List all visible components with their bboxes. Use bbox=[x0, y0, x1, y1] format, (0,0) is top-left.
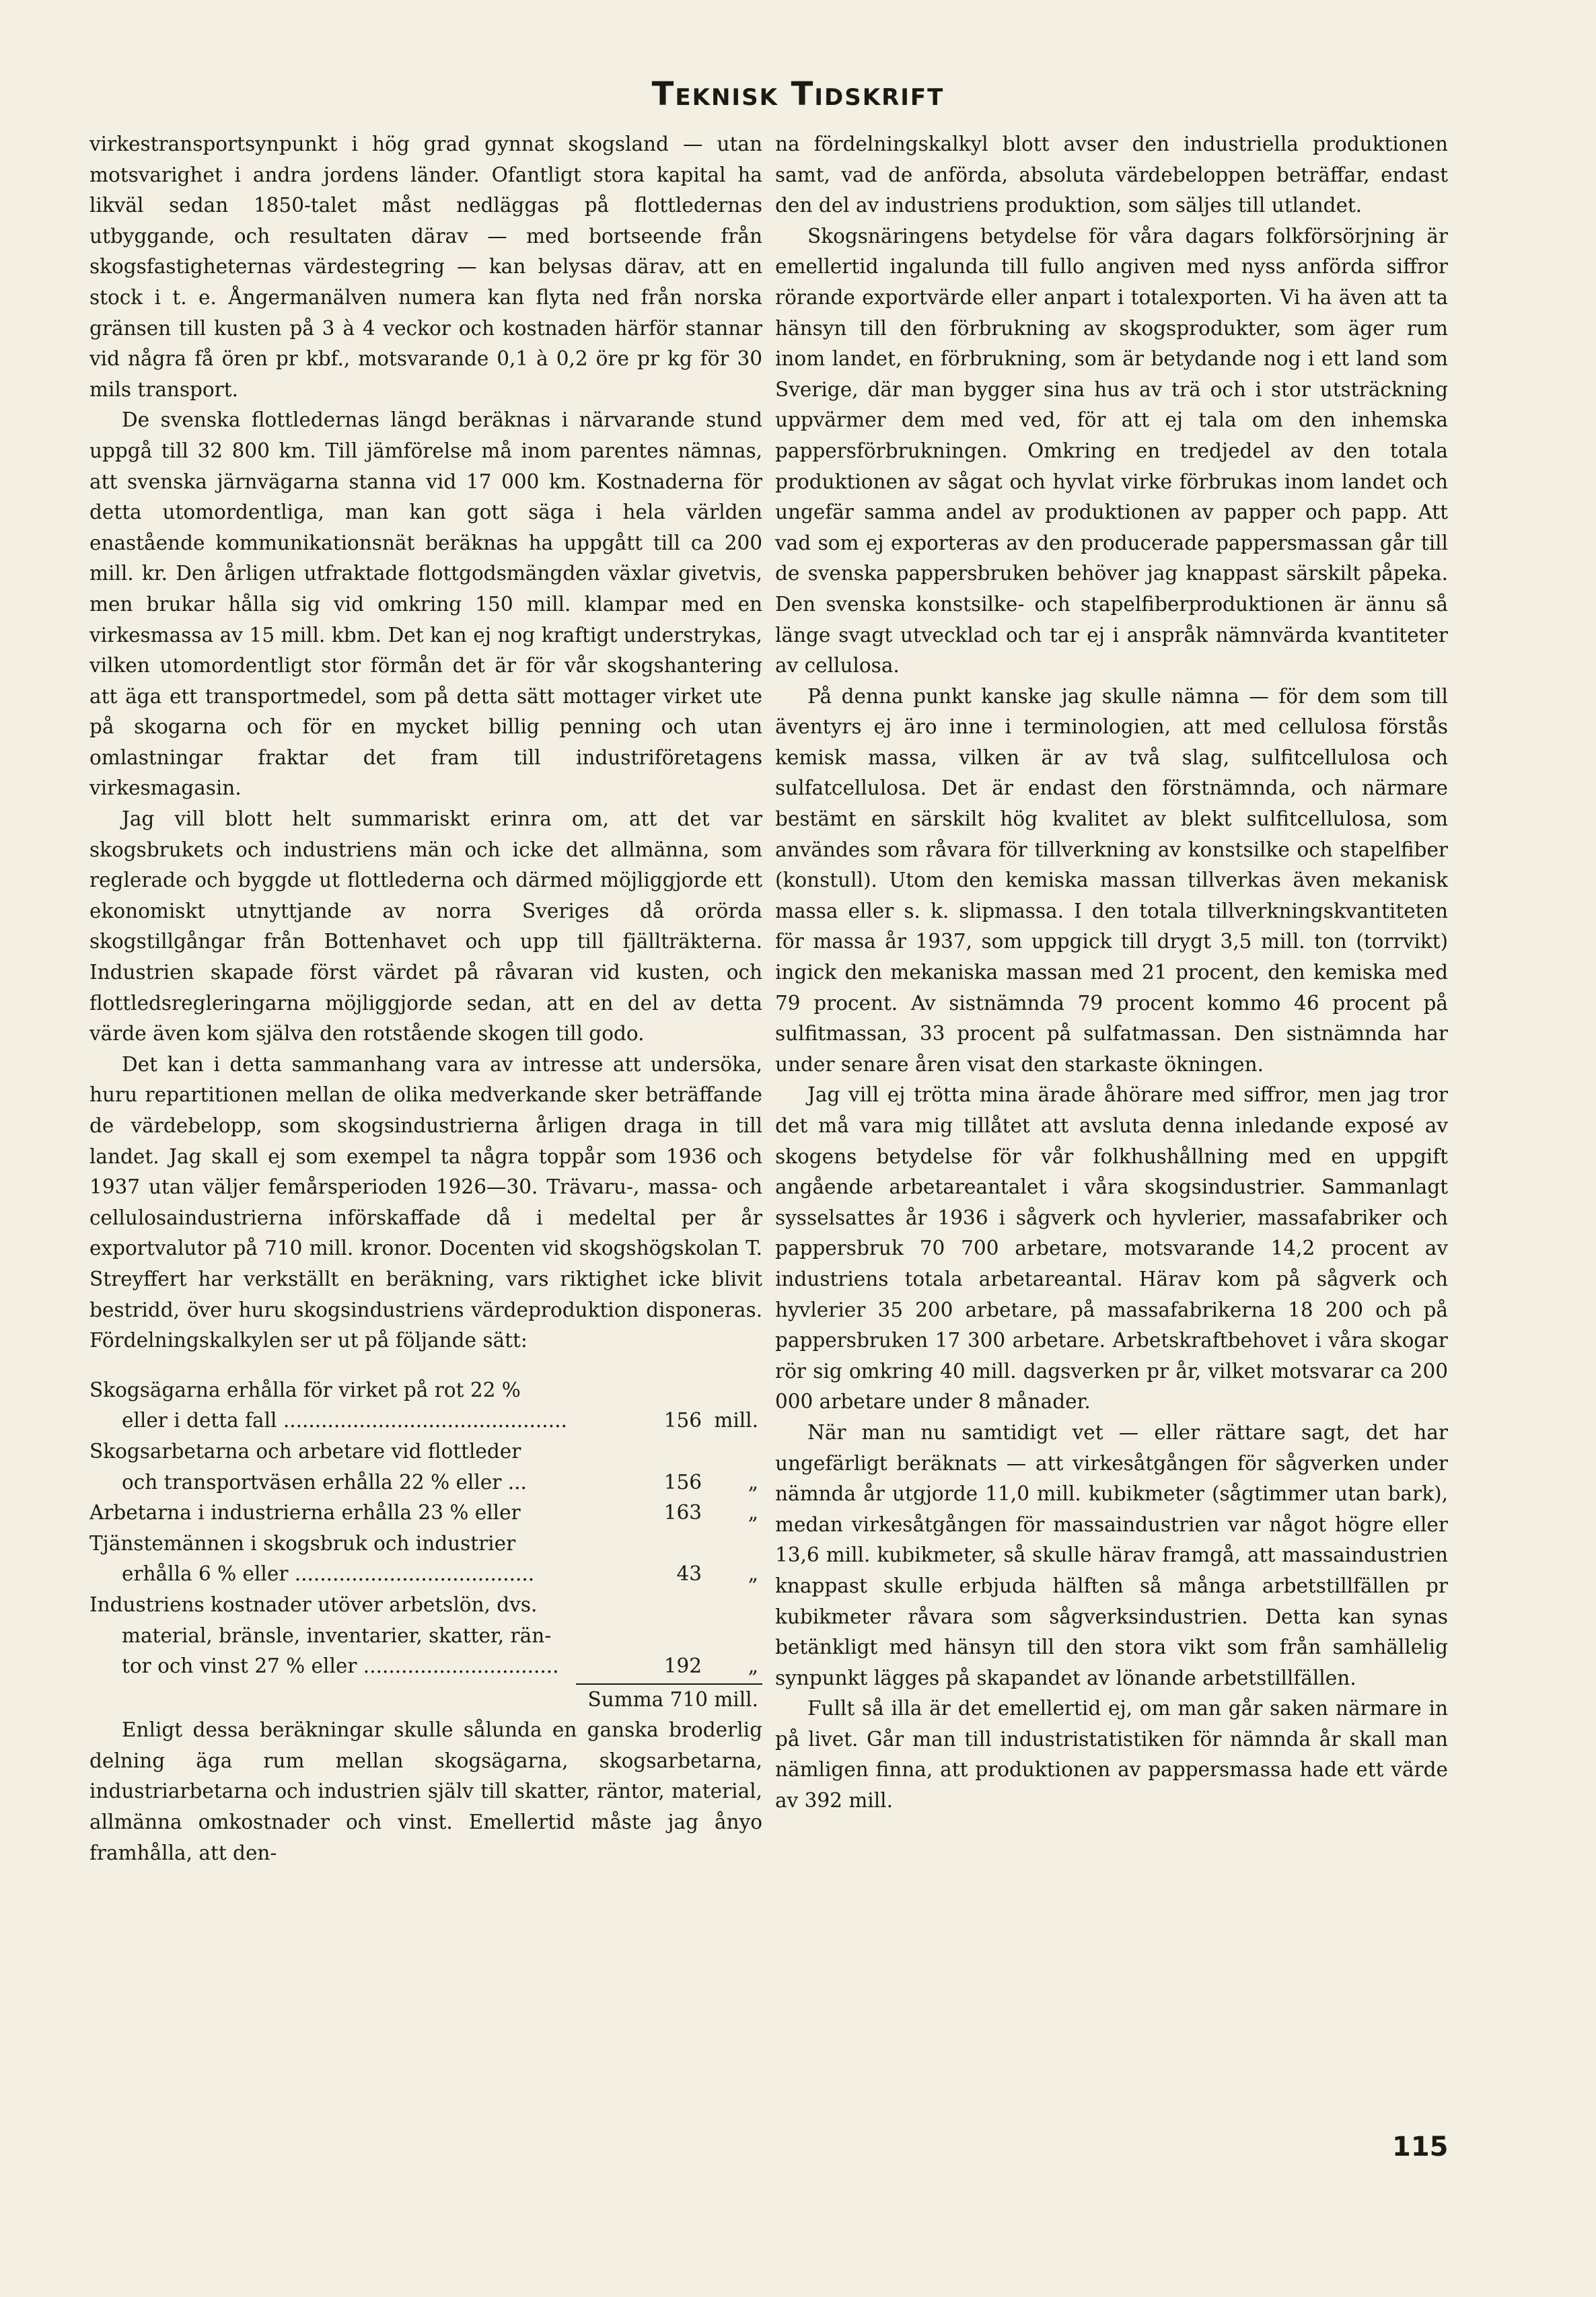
calc-label: Tjänstemännen i skogsbruk och industrier bbox=[89, 1531, 516, 1555]
calc-row bbox=[89, 1436, 762, 1467]
calc-amount: 156 bbox=[663, 1470, 702, 1494]
calc-label: eller i detta fall ............................................. bbox=[122, 1409, 567, 1432]
calc-row bbox=[89, 1406, 762, 1436]
calc-amount: 163 bbox=[663, 1501, 702, 1525]
left-column bbox=[89, 129, 762, 1868]
calc-label: Skogsarbetarna och arbetare vid flottleder bbox=[89, 1439, 521, 1463]
paragraph: Fullt så illa är det emellertid ej, om man går saken närmare in på livet. Går man till industristatistiken för nämnda år skall man nämligen finna, att produktionen av pappersmassa hade ett värde av 392 mill. bbox=[775, 1697, 1448, 1813]
calc-row bbox=[89, 1559, 762, 1590]
paragraph: Det kan i detta sammanhang vara av intresse att undersöka, huru repartitionen mellan de olika medverkande sker beträffande de värdebelopp, som skogsindustrierna årligen draga in till landet. Jag skall ej som exempel ta några toppår som 1936 och 1937 utan väljer femårsperioden 1926—30. Trävaru-, massa- och cellulosaindustrierna införskaffade då i medeltal per år exportvalutor på 710 mill. kronor. Docenten vid skogshögskolan T. Streyffert har verkställt en beräkning, vars riktighet icke blivit bestridd, över huru skogsindustriens värdeproduktion disponeras. Fördelningskalkylen ser ut på följande sätt: bbox=[89, 1052, 762, 1352]
paragraph: na fördelningskalkyl blott avser den industriella produktionen samt, vad de anförda, absoluta värdebeloppen beträffar, endast den del av industriens produktion, som säljes till utlandet. bbox=[775, 133, 1448, 217]
paragraph: Enligt dessa beräkningar skulle sålunda en ganska broderlig delning äga rum mellan skogsägarna, skogsarbetarna, industriarbetarna och industrien själv till skatter, räntor, material, allmänna omkostnader och vinst. Emellertid måste jag ånyo framhålla, att den- bbox=[89, 1718, 762, 1864]
calc-amount: 156 bbox=[663, 1409, 702, 1432]
calc-row bbox=[89, 1529, 762, 1560]
page-number: 115 bbox=[1392, 2131, 1449, 2162]
calc-row bbox=[89, 1621, 762, 1652]
calc-label: tor och vinst 27 % eller ............................... bbox=[122, 1654, 559, 1678]
paragraph: Jag vill ej trötta mina ärade åhörare med siffror, men jag tror det må vara mig tillåtet att avsluta denna inledande exposé av skogens betydelse för vår folkhushållning med en uppgift angående arbetareantalet i våra skogsindustrier. Sammanlagt sysselsattes år 1936 i sågverk och hyvlerier, massafabriker och pappersbruk 70 700 arbetare, motsvarande 14,2 procent av industriens totala arbetareantal. Härav kom på sågverk och hyvlerier 35 200 arbetare, på massafabrikerna 18 200 och på pappersbruken 17 300 arbetare. Arbetskraftbehovet i våra skogar rör sig omkring 40 mill. dagsverken pr år, vilket motsvarar ca 200 000 arbetare under 8 månader. bbox=[775, 1083, 1448, 1414]
calc-unit: mill. bbox=[714, 1409, 758, 1432]
calc-sum-value: Summa 710 mill. bbox=[576, 1683, 762, 1716]
calc-row bbox=[89, 1651, 762, 1682]
calc-row bbox=[89, 1375, 762, 1406]
calc-unit: „ bbox=[748, 1501, 758, 1525]
paragraph: virkestransportsynpunkt i hög grad gynnat skogsland — utan motsvarighet i andra jordens länder. Ofantligt stora kapital ha likväl sedan 1850-talet måst nedläggas på flottledernas utbyggande, och resultaten därav — med bortseende från skogsfastigheternas värdestegring — kan belysas därav, att en stock i t. e. Ångermanälven numera kan flyta ned från norska gränsen till kusten på 3 à 4 veckor och kostnaden härför stannar vid några få ören pr kbf., motsvarande 0,1 à 0,2 öre pr kg för 30 mils transport. bbox=[89, 133, 762, 401]
calc-label: Industriens kostnader utöver arbetslön, dvs. bbox=[89, 1593, 538, 1616]
calc-sum bbox=[89, 1683, 762, 1716]
right-column bbox=[775, 129, 1448, 1817]
calc-unit: „ bbox=[748, 1562, 758, 1586]
calc-unit: „ bbox=[748, 1654, 758, 1678]
paragraph: Skogsnäringens betydelse för våra dagars folkförsörjning är emellertid ingalunda till fullo angiven med nyss anförda siffror rörande exportvärde eller anpart i totalexporten. Vi ha även att ta hänsyn till den förbrukning av skogsprodukter, som äger rum inom landet, en förbrukning, som är betydande nog i ett land som Sverige, där man bygger sina hus av trä och i stor utsträckning uppvärmer dem med ved, för att ej tala om den inhemska pappersförbrukningen. Omkring en tredjedel av den totala produktionen av sågat och hyvlat virke förbrukas inom landet och ungefär samma andel av produktionen av papper och papp. Att vad som ej exporteras av den producerade pappersmassan går till de svenska pappersbruken behöver jag knappast särskilt påpeka. Den svenska konstsilke- och stapelfiberproduktionen är ännu så länge svagt utvecklad och tar ej i anspråk nämnvärda kvantiteter av cellulosa. bbox=[775, 224, 1448, 678]
calc-row bbox=[89, 1590, 762, 1621]
page-header-title: Teknisk Tidskrift bbox=[651, 75, 945, 113]
calc-amount: 192 bbox=[663, 1654, 702, 1678]
calc-row bbox=[89, 1467, 762, 1498]
distribution-calculation bbox=[89, 1375, 762, 1716]
calc-label: och transportväsen erhålla 22 % eller ... bbox=[122, 1470, 527, 1494]
paragraph: När man nu samtidigt vet — eller rättare sagt, det har ungefärligt beräknats — att virkesåtgången för sågverken under nämnda år utgjorde 11,0 mill. kubikmeter (sågtimmer utan bark), medan virkesåtgången för massaindustrien var något högre eller 13,6 mill. kubikmeter, så skulle härav framgå, att massaindustrien knappast skulle erbjuda hälften så många arbetstillfällen pr kubikmeter råvara som sågverksindustrien. Detta kan synas betänkligt med hänsyn till den stora vikt som från samhällelig synpunkt lägges på skapandet av lönande arbetstillfällen. bbox=[775, 1420, 1448, 1689]
calc-label: erhålla 6 % eller ...................................... bbox=[122, 1562, 535, 1586]
calc-amount: 43 bbox=[676, 1562, 702, 1586]
paragraph: Jag vill blott helt summariskt erinra om, att det var skogsbrukets och industriens män och icke det allmänna, som reglerade och byggde ut flottlederna och därmed möjliggjorde ett ekonomiskt utnyttjande av norra Sveriges då orörda skogstillgångar från Bottenhavet och upp till fjällträkterna. Industrien skapade först värdet på råvaran vid kusten, och flottledsregleringarna möjliggjorde sedan, att en del av detta värde även kom själva den rotstående skogen till godo. bbox=[89, 807, 762, 1046]
calc-label: material, bränsle, inventarier, skatter, rän- bbox=[122, 1624, 552, 1647]
paragraph: De svenska flottledernas längd beräknas i närvarande stund uppgå till 32 800 km. Till jämförelse må inom parentes nämnas, att svenska järnvägarna stanna vid 17 000 km. Kostnaderna för detta utomordentliga, man kan gott säga i hela världen enastående kommunikationsnät beräknas ha uppgått till ca 200 mill. kr. Den årligen utfraktade flottgodsmängden växlar givetvis, men brukar hålla sig vid omkring 150 mill. klampar med en virkesmassa av 15 mill. kbm. Det kan ej nog kraftigt understrykas, vilken utomordentligt stor förmån det är för vår skogshantering att äga ett transportmedel, som på detta sätt mottager virket ute på skogarna och för en mycket billig penning och utan omlastningar fraktar det fram till industriföretagens virkesmagasin. bbox=[89, 408, 762, 800]
calc-unit: „ bbox=[748, 1470, 758, 1494]
calc-row bbox=[89, 1498, 762, 1529]
calc-label: Arbetarna i industrierna erhålla 23 % eller bbox=[89, 1501, 521, 1525]
paragraph: På denna punkt kanske jag skulle nämna — för dem som till äventyrs ej äro inne i terminologien, att med cellulosa förstås kemisk massa, vilken är av två slag, sulfitcellulosa och sulfatcellulosa. Det är endast den förstnämnda, och närmare bestämt en särskilt hög kvalitet av blekt sulfitcellulosa, som användes som råvara för tillverkning av konstsilke och stapelfiber (konstull). Utom den kemiska massan tillverkas även mekanisk massa eller s. k. slipmassa. I den totala tillverkningskvantiteten för massa år 1937, som uppgick till drygt 3,5 mill. ton (torrvikt) ingick den mekaniska massan med 21 procent, den kemiska med 79 procent. Av sistnämnda 79 procent kommo 46 procent på sulfitmassan, 33 procent på sulfatmassan. Den sistnämnda har under senare åren visat den starkaste ökningen. bbox=[775, 684, 1448, 1076]
calc-label: Skogsägarna erhålla för virket på rot 22 % bbox=[89, 1378, 521, 1401]
